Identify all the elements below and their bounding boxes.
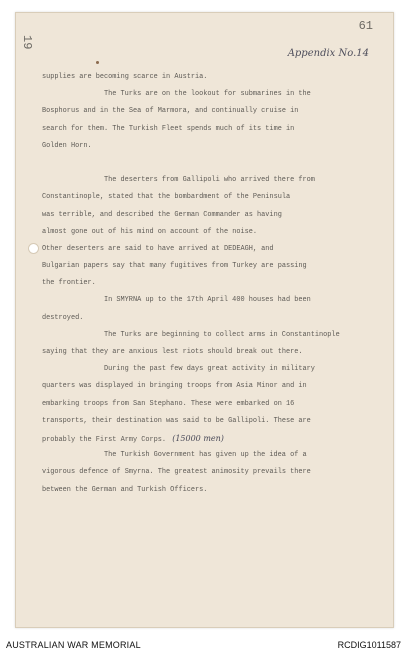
text-line: The Turks are beginning to collect arms in Constantinople: [104, 330, 340, 339]
text-line: embarking troops from San Stephano. These were embarked on 16: [42, 399, 295, 408]
paragraph-gap: [42, 155, 392, 172]
text-line: between the German and Turkish Officers.: [42, 485, 208, 494]
text-line: Constantinople, stated that the bombardment of the Peninsula: [42, 193, 291, 202]
text-line: Bosphorus and in the Sea of Marmora, and continually cruise in: [42, 107, 299, 116]
text-line: vigorous defence of Smyrna. The greatest animosity prevails there: [42, 468, 311, 477]
text-line: In SMYRNA up to the 17th April 400 houses had been: [104, 296, 311, 305]
pin-mark: [96, 61, 99, 64]
handwritten-note: (15000 men): [172, 433, 224, 443]
text-line: was terrible, and described the German Commander as having: [42, 210, 282, 219]
typed-report-body: [42, 69, 392, 499]
text-line: probably the First Army Corps.: [42, 435, 167, 444]
text-line: Golden Horn.: [42, 141, 92, 150]
text-line: Bulgarian papers say that many fugitives from Turkey are passing: [42, 262, 307, 271]
text-line: The Turks are on the lookout for submarines in the: [104, 90, 311, 99]
text-line: transports, their destination was said to be Gallipoli. These are: [42, 416, 311, 425]
text-line: supplies are becoming scarce in Austria.: [42, 73, 208, 81]
punch-hole: [28, 243, 39, 254]
appendix-annotation: Appendix No.14: [287, 48, 369, 59]
archive-name: AUSTRALIAN WAR MEMORIAL: [6, 640, 141, 650]
archive-footer: [0, 636, 409, 654]
record-id: RCDIG1011587: [337, 640, 401, 650]
text-line: destroyed.: [42, 313, 84, 322]
text-line: quarters was displayed in bringing troops from Asia Minor and in: [42, 382, 307, 391]
text-line: The Turkish Government has given up the idea of a: [104, 451, 307, 460]
text-line: the frontier.: [42, 279, 96, 288]
text-line: Other deserters are said to have arrived at DEDEAGH, and: [42, 244, 274, 253]
text-line-with-note: [42, 430, 392, 447]
document-page: [15, 12, 394, 628]
folio-number-right: 61: [358, 19, 373, 33]
text-line: During the past few days great activity in military: [104, 365, 315, 374]
text-line: The deserters from Gallipoli who arrived there from: [104, 176, 315, 185]
text-line: search for them. The Turkish Fleet spends much of its time in: [42, 124, 295, 133]
text-line: saying that they are anxious lest riots should break out there.: [42, 348, 303, 356]
folio-number-left: 19: [20, 35, 34, 50]
text-line: almost gone out of his mind on account of the noise.: [42, 227, 258, 236]
